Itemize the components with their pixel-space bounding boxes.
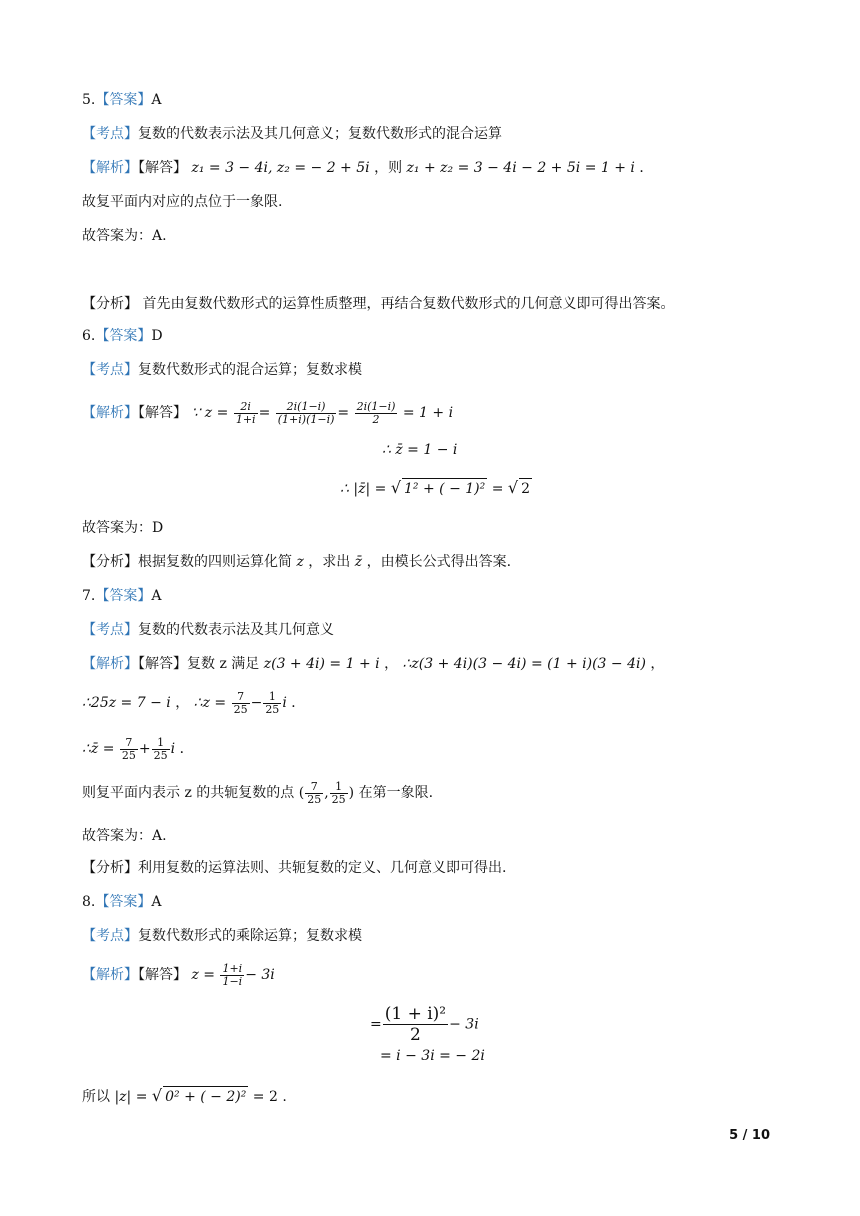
q7-final-line: 故答案为：A.: [82, 828, 167, 844]
q5-solution-line: 【解析】【解答】 z₁ = 3 − 4i, z₂ = − 2 + 5i ，则 z₁ + z₂ = 3 − 4i − 2 + 5i = 1 + i ．: [82, 160, 654, 176]
q8-answer-line: 8.【答案】A: [82, 894, 162, 910]
q7-frac-a: $\frac{7}{25}$: [233, 689, 248, 716]
page-number: 5 / 10: [729, 1128, 770, 1143]
q6-conjugate: ∴ z̄ = 1 − i: [382, 442, 458, 458]
q6-frac-3: $\frac{2i(1-i)}{2}$: [356, 399, 396, 426]
q7-point-line: 则复平面内表示 z 的共轭复数的点 ( $\frac{7}{25}$ , $\frac{1}{25}$ ) 在第一象限.: [82, 779, 434, 806]
q6-solution-line: 【解析】【解答】 ∵ z = $\frac{2i}{1+i}$ = $\frac{2i(1-i)}{(1+i)(1-i)}$ = $\frac{2i(1-i)}{2}$ = 1 + i: [82, 399, 454, 426]
q6-final-line: 故答案为：D: [82, 520, 164, 536]
q5-analysis-line: 【分析】 首先由复数代数形式的运算性质整理，再结合复数代数形式的几何意义即可得出答案。: [82, 296, 675, 312]
q6-frac-1: $\frac{2i}{1+i}$: [235, 399, 256, 426]
q7-point-x: $\frac{7}{25}$: [307, 779, 322, 806]
q8-modulus-line: 所以 |z| = √ 0² + ( − 2)² = 2 .: [82, 1086, 287, 1105]
q5-knowledge-line: 【考点】复数的代数表示法及其几何意义；复数代数形式的混合运算: [82, 126, 502, 142]
q7-solution-line: 【解析】【解答】复数 z 满足 z(3 + 4i) = 1 + i ， ∴z(3 + 4i)(3 − 4i) = (1 + i)(3 − 4i) ，: [82, 656, 665, 672]
q8-step-3: = i − 3i = − 2i: [380, 1048, 485, 1064]
q7-frac-c: $\frac{7}{25}$: [121, 735, 136, 762]
q7-knowledge-line: 【考点】复数的代数表示法及其几何意义: [82, 622, 334, 638]
q5-final-line: 故答案为：A.: [82, 228, 167, 244]
q6-knowledge-line: 【考点】复数代数形式的混合运算；复数求模: [82, 362, 362, 378]
q7-zbar-line: ∴z̄ = $\frac{7}{25}$ + $\frac{1}{25}$ i ．: [82, 735, 194, 762]
q7-answer-line: 7.【答案】A: [82, 588, 162, 604]
q8-frac-1: $\frac{1+i}{1-i}$: [222, 961, 243, 988]
q6-modulus: ∴ |z̄| = √ 1² + ( − 1)² = √ 2: [340, 478, 531, 497]
q8-knowledge-line: 【考点】复数代数形式的乘除运算；复数求模: [82, 928, 362, 944]
q6-analysis-line: 【分析】根据复数的四则运算化简 z ，求出 z̄ ，由模长公式得出答案.: [82, 554, 512, 570]
q7-analysis-line: 【分析】利用复数的运算法则、共轭复数的定义、几何意义即可得出.: [82, 860, 507, 876]
q7-z-line: ∴25z = 7 − i ， ∴z = $\frac{7}{25}$ − $\frac{1}{25}$ i ．: [82, 689, 306, 716]
q8-frac-2: $\frac{\text{(1 + i)²}}{2}$: [384, 1004, 447, 1045]
q7-frac-d: $\frac{1}{25}$: [153, 735, 168, 762]
q7-point-y: $\frac{1}{25}$: [331, 779, 346, 806]
q6-answer-line: 6.【答案】D: [82, 328, 163, 344]
q7-frac-b: $\frac{1}{25}$: [265, 689, 280, 716]
q8-solution-line: 【解析】【解答】 z = $\frac{1+i}{1-i}$ − 3i: [82, 961, 275, 988]
q6-frac-2: $\frac{2i(1-i)}{(1+i)(1-i)}$: [277, 399, 335, 426]
q5-quadrant-line: 故复平面内对应的点位于一象限.: [82, 194, 283, 210]
q5-answer-line: 5.【答案】A: [82, 92, 162, 108]
q8-step-2: = $\frac{\text{(1 + i)²}}{2}$ − 3i: [370, 1004, 479, 1045]
